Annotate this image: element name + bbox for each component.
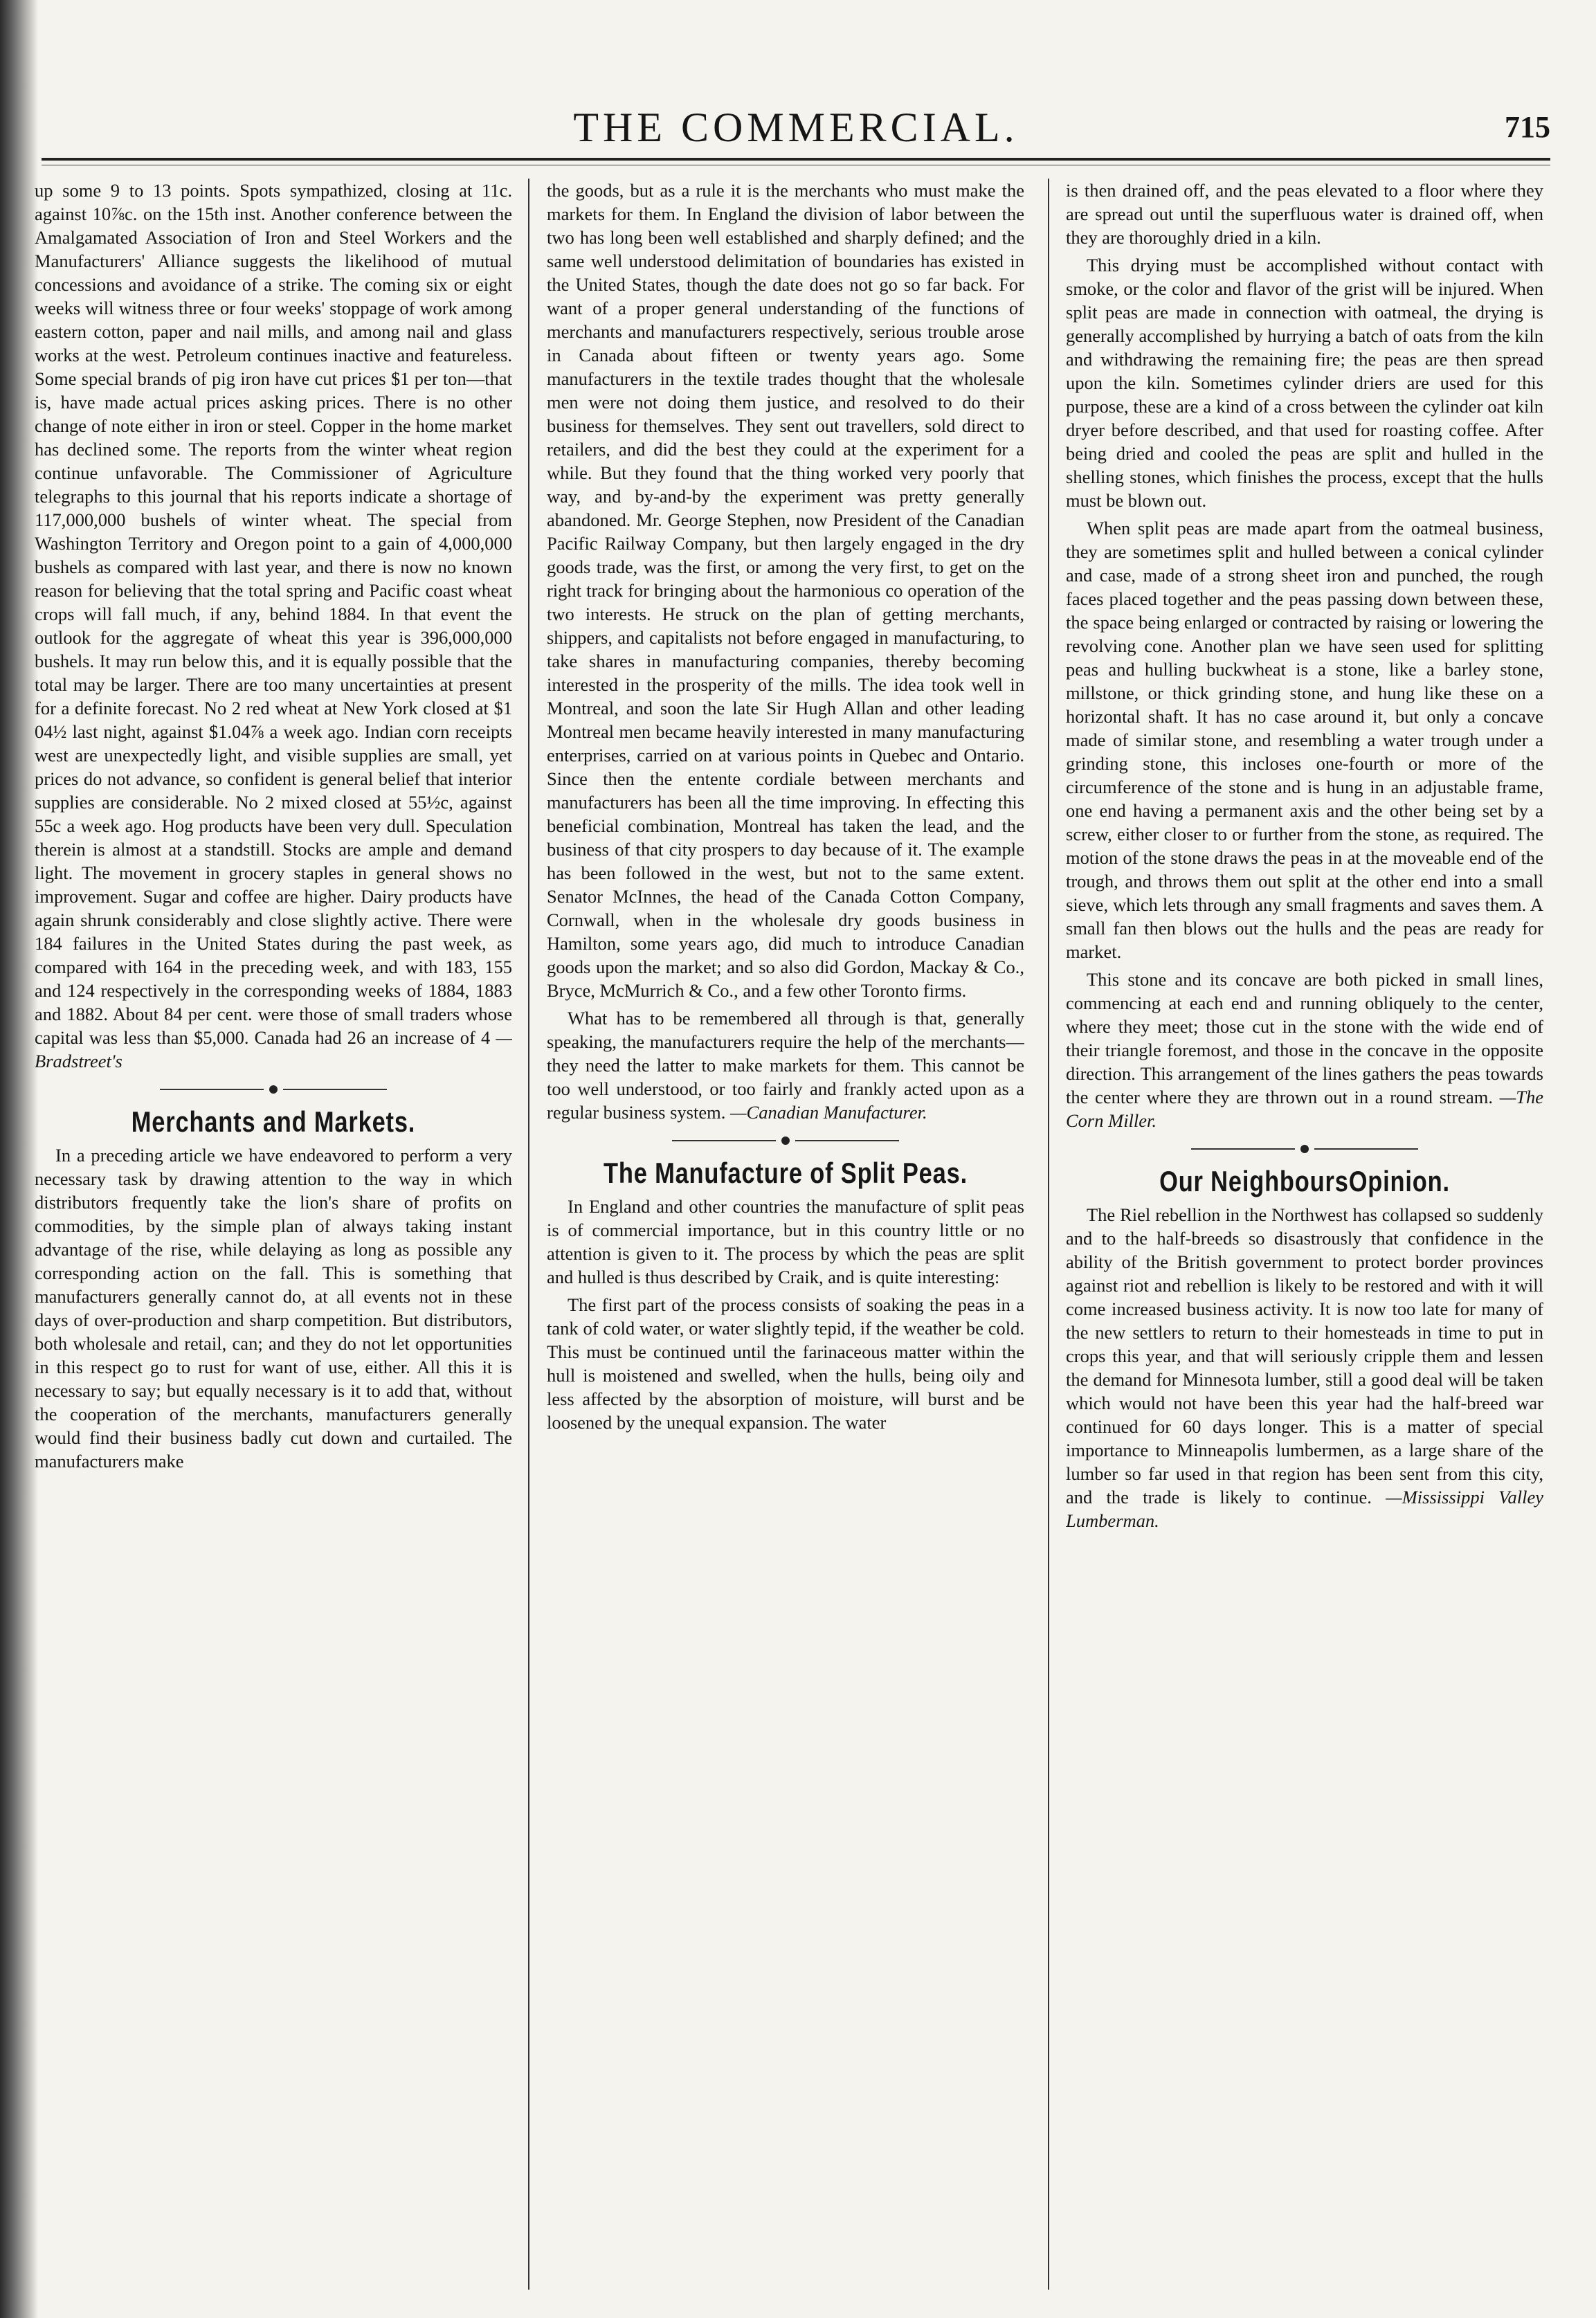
article-separator (1066, 1137, 1543, 1160)
column-divider-1 (528, 179, 529, 2290)
article-heading: Our NeighboursOpinion. (1159, 1165, 1450, 1197)
article-separator (35, 1077, 512, 1101)
article-source: —Mississippi Valley Lumberman. (1066, 1487, 1543, 1531)
article-heading: The Manufacture of Split Peas. (603, 1157, 968, 1189)
newspaper-title: THE COMMERCIAL. (573, 105, 1019, 150)
article-text: In a preceding article we have endeavored to perform a very necessary task by drawing attention to the way in which distributors frequently take the lion's share of profits on commodities, by the simple plan of always taking instant advantage of the rise, while delaying as long as possible any corresponding action on the fall. This is something that manufacturers generally cannot do, at all events not in these days of over-production and sharp competition. But distributors, both wholesale and retail, can; and they do not let opportunities in this respect go to rust for want of use, either. All this it is necessary to say; but equally necessary is it to add that, without the cooperation of the merchants, manufacturers generally would find their business badly cut down and curtailed. The manufacturers make (35, 1145, 512, 1472)
article-text: This stone and its concave are both picked in small lines, commencing at each end and running obliquely to the center, where they meet; those cut in the stone with the wide end of their triangle foremost, and those in the concave in the opposite direction. This arrangement of the lines gathers the peas towards the center where they are thrown out in a round stream. —The Corn Miller. (1066, 969, 1543, 1131)
header-rule-thick (42, 158, 1550, 161)
article-text: is then drained off, and the peas elevated to a floor where they are spread out until the superfluous water is drained off, when they are thoroughly dried in a kiln. (1066, 180, 1543, 248)
article-text: In England and other countries the manufacture of split peas is of commercial importance, but in this country little or no attention is given to it. The process by which the peas are split and hulled is thus described by Craik, and is quite interesting: (547, 1196, 1024, 1287)
article-text: The Riel rebellion in the Northwest has collapsed so suddenly and to the half-breeds so disastrously that confidence in the ability of the British government to protect border provinces against riot and rebellion is likely to be restored and with it will come increased business activity. It is now too late for many of the new settlers to return to their homesteads in time to put in crops this year, and that will seriously cripple them and lessen the demand for Minnesota lumber, still a good deal will be taken which would not have been this year had the half-breed war continued for 60 days longer. This is a matter of special importance to Minneapolis lumbermen, as a large share of the lumber so far used in that region has been sent from this city, and the trade is likely to continue. —Mississippi Valley Lumberman. (1066, 1204, 1543, 1531)
article-text: What has to be remembered all through is that, generally speaking, the manufacturers require the help of the merchants—they need the latter to make markets for them. This cannot be too well understood, or too fairly and frankly acted upon as a regular business system. —Canadian Manufacturer. (547, 1008, 1024, 1123)
column-2 (547, 179, 1024, 2290)
article-separator (547, 1128, 1024, 1152)
article-source: —The Corn Miller. (1066, 1087, 1543, 1131)
article-heading: Merchants and Markets. (131, 1105, 416, 1138)
article-text: When split peas are made apart from the oatmeal business, they are sometimes split and hulled between a conical cylinder and case, made of a strong sheet iron and punched, the rough faces placed together and the peas passing down between these, the space being enlarged or contracted by raising or lowering the revolving cone. Another plan we have seen used for splitting peas and hulling buckwheat is a stone, like a barley stone, millstone, or thick grinding stone, and hung like these on a horizontal shaft. It has no case around it, but only a concave made of similar stone, and resembling a water trough under a grinding stone, this incloses one-fourth or more of the circumference of the stone and is hung in an adjustable frame, one end having a permanent axis and the other being set by a screw, either closer to or further from the stone, as required. The motion of the stone draws the peas in at the moveable end of the trough, and throws them out split at the other end into a small sieve, which lets through any small fragments and saves them. A small fan then blows out the hulls and the peas are ready for market. (1066, 518, 1543, 962)
article-text: up some 9 to 13 points. Spots sympathized, closing at 11c. against 10⅞c. on the 15th inst. Another conference between the Amalgamated Association of Iron and Steel Workers and the Manufacturers' Alliance suggests the likelihood of mutual concessions and avoidance of a strike. The coming six or eight weeks will witness three or four weeks' stoppage of work among eastern cotton, paper and nail mills, and among nail and glass works at the west. Petroleum continues inactive and featureless. Some special brands of pig iron have cut prices $1 per ton—that is, have made actual prices asking prices. There is no other change of note either in iron or steel. Copper in the home market has declined some. The reports from the winter wheat region continue unfavorable. The Commissioner of Agriculture telegraphs to this journal that his reports indicate a shortage of 117,000,000 bushels of winter wheat. The special from Washington Territory and Oregon point to a gain of 4,000,000 bushels as compared with last year, and there is now no known reason for believing that the total spring and Pacific coast wheat crops will fall much, if any, behind 1884. In that event the outlook for the aggregate of wheat this year is 396,000,000 bushels. It may run below this, and it is equally possible that the total may be larger. There are too many uncertainties at present for a definite forecast. No 2 red wheat at New York closed at $1 04½ last night, against $1.04⅞ a week ago. Indian corn receipts west are unexpectedly light, and visible supplies are small, yet prices do not advance, so confident is general belief that interior supplies are considerable. No 2 mixed closed at 55½c, against 55c a week ago. Hog products have been very dull. Speculation therein is almost at a standstill. Stocks are ample and demand light. The movement in grocery staples in general shows no improvement. Sugar and coffee are higher. Dairy products have again shrunk considerably and close slightly active. There were 184 failures in the United States during the past week, as compared with 164 in the preceding week, and with 183, 155 and 124 respectively in the corresponding weeks of 1884, 1883 and 1882. About 84 per cent. were those of small traders whose capital was less than $5,000. Canada had 26 an increase of 4 —Bradstreet's (35, 180, 512, 1071)
article-text: the goods, but as a rule it is the merchants who must make the markets for them. In England the division of labor between the two has long been well established and sharply defined; and the same well understood delimitation of boundaries has existed in the United States, though the date does not go so far back. For want of a proper general understanding of the functions of merchants and manufacturers respectively, serious trouble arose in Canada about fifteen or twenty years ago. Some manufacturers in the textile trades thought that the wholesale men were not doing them justice, and resolved to do their business for themselves. They sent out travellers, sold direct to retailers, and did the best they could at the experiment for a while. But they found that the thing worked very poorly that way, and by-and-by the experiment was pretty generally abandoned. Mr. George Stephen, now President of the Canadian Pacific Railway Company, but then largely engaged in the dry goods trade, was the first, or among the very first, to get on the right track for bringing about the harmonious co operation of the two interests. He struck on the plan of getting merchants, shippers, and capitalists not before engaged in manufacturing, to take shares in manufacturing companies, thereby becoming interested in the prosperity of the mills. The idea took well in Montreal, and soon the late Sir Hugh Allan and other leading Montreal men became heavily interested in many manufacturing enterprises, carried on at various points in Quebec and Ontario. Since then the entente cordiale between merchants and manufacturers has been all the time improving. In effecting this beneficial combination, Montreal has taken the lead, and the business of that city prospers to day because of it. The example has been followed in the west, but not to the same extent. Senator McInnes, the head of the Canada Cotton Company, Cornwall, when in the wholesale dry goods business in Hamilton, some years ago, did much to introduce Canadian goods upon the market; and so also did Gordon, Mackay & Co., Bryce, McMurrich & Co., and a few other Toronto firms. (547, 180, 1024, 1001)
article-source: —Bradstreet's (35, 1027, 512, 1071)
article-text: This drying must be accomplished without contact with smoke, or the color and flavor of the grist will be injured. When split peas are made in connection with oatmeal, the drying is generally accomplished by hurrying a batch of oats from the kiln and withdrawing the remaining fire; the peas are then spread upon the kiln. Sometimes cylinder driers are used for this purpose, these are a kind of a cross between the cylinder oat kiln dryer before described, and that used for roasting coffee. After being dried and cooled the peas are split and hulled in the shelling stones, which finishes the process, except that the hulls must be blown out. (1066, 255, 1543, 511)
column-3 (1066, 179, 1543, 2290)
column-1 (35, 179, 512, 2290)
scan-edge-shadow (0, 0, 38, 2318)
article-text: The first part of the process consists of soaking the peas in a tank of cold water, or water slightly tepid, if the weather be cold. This must be continued until the farinaceous matter within the hull is moistened and swelled, when the hulls, being oily and less affected by the absorption of moisture, will burst and be loosened by the unequal expansion. The water (547, 1294, 1024, 1433)
column-divider-2 (1048, 179, 1049, 2290)
page-number: 715 (1505, 110, 1550, 144)
article-source: —Canadian Manufacturer. (729, 1102, 927, 1123)
masthead (42, 104, 1550, 150)
